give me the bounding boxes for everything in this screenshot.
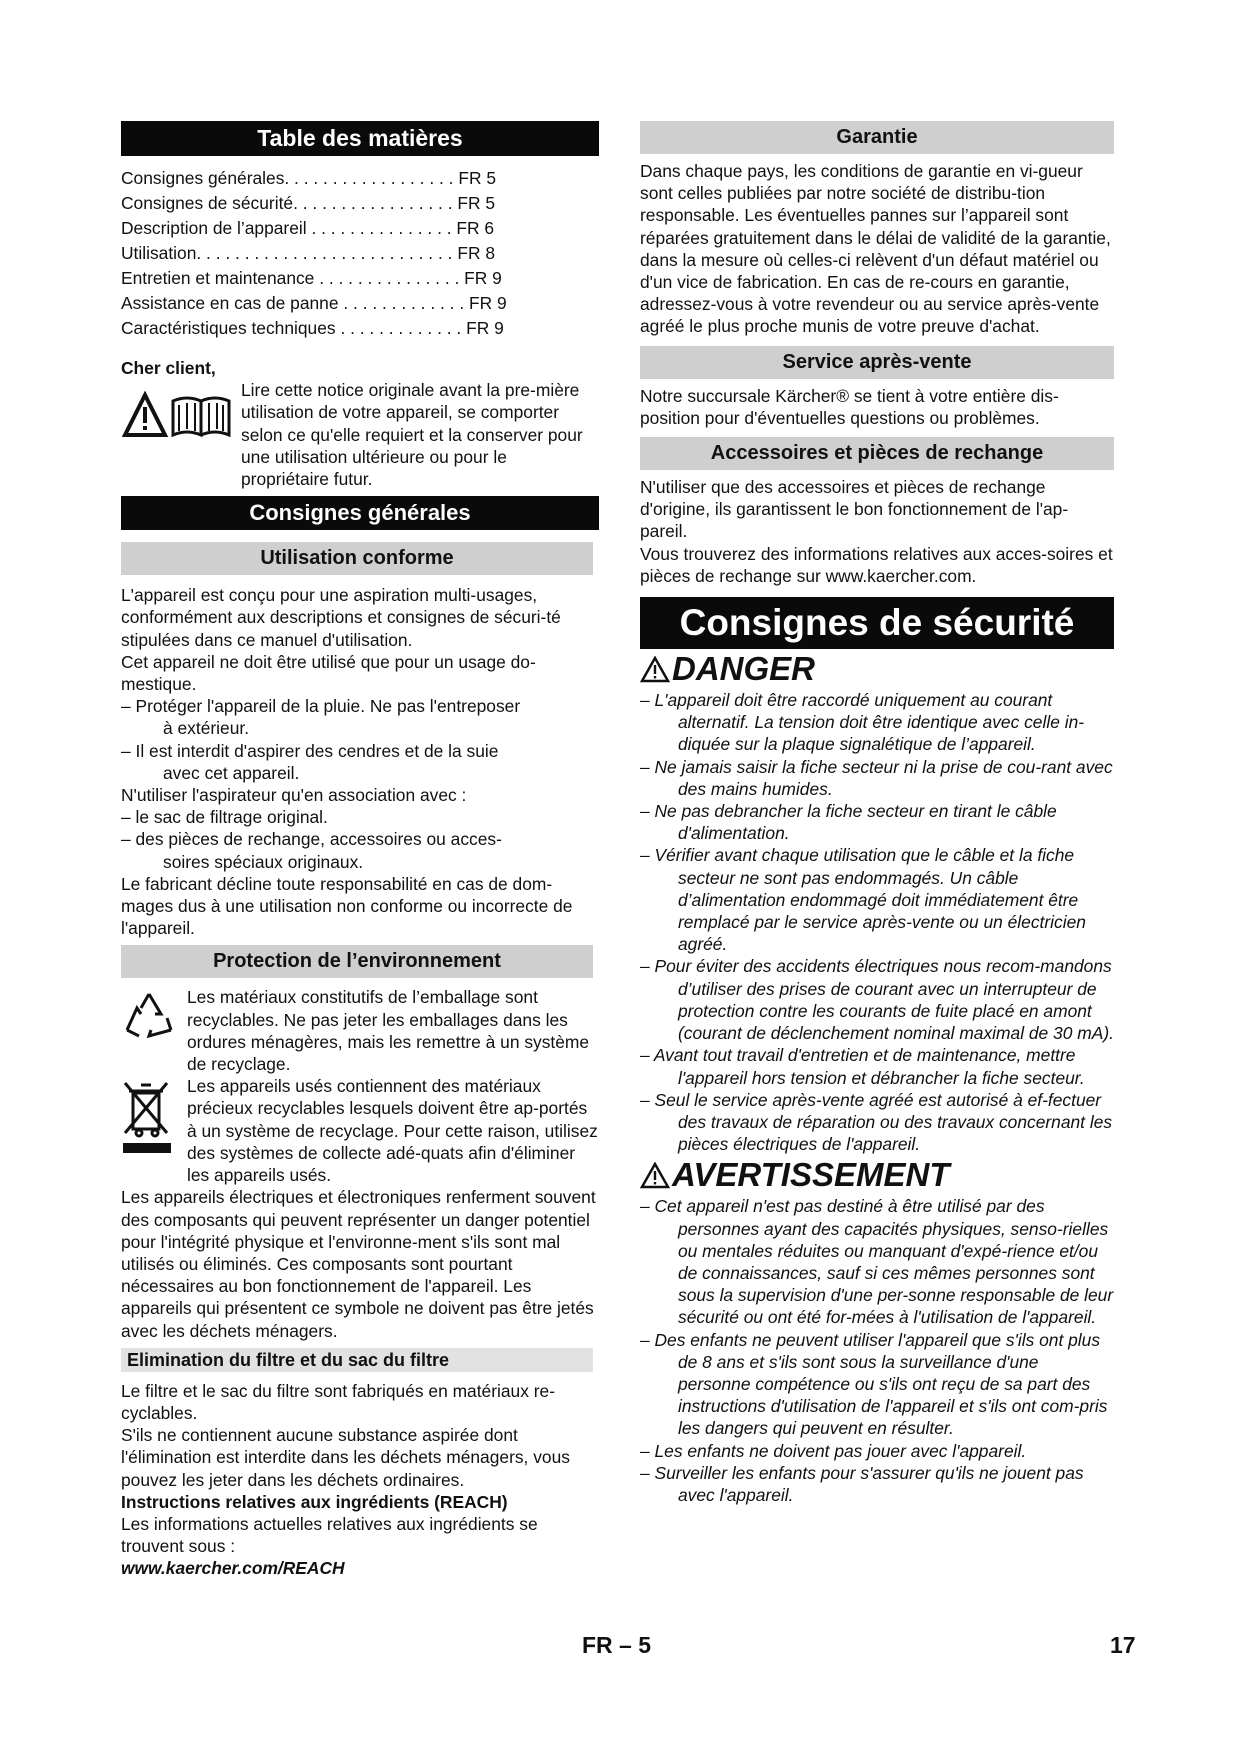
intro-heading: Cher client, [121, 358, 216, 378]
toc-item-page: FR 9 [469, 293, 507, 313]
left-column [121, 121, 599, 1580]
toc-item-page: FR 5 [457, 193, 496, 213]
toc-item[interactable] [121, 191, 599, 216]
recycle-icon [121, 986, 187, 1047]
toc-item[interactable] [121, 291, 599, 316]
env-text: Les appareils électriques et électroniques renferment souvent des composants qui peuvent représenter un danger potentiel pour l'intégrité physique et l'environne-ment s'ils sont mal utilisés ou éliminés. Ces composants sont pourtant nécessaires au bon fonctionnement de l'appareil. Les appareils qui présentent ce symbole ne doivent pas être jetés avec les déchets ménagers. [121, 1187, 596, 1341]
usage-line-1: L'appareil est conçu pour une aspiration multi-usages, conformément aux descriptions et consignes de sécuri-té stipulées dans ce manuel d'utilisation. [121, 585, 561, 650]
toc-item[interactable] [121, 216, 599, 241]
toc-item-dots: . . . . . . . . . . . . . [338, 293, 465, 313]
warning-triangle-icon [640, 656, 670, 683]
toc-item-dots: . . . . . . . . . . . . . . . . . . [284, 168, 454, 188]
toc-item-dots: . . . . . . . . . . . . . . . [314, 268, 460, 288]
usage-dash-3: – le sac de filtrage original. [121, 807, 328, 828]
warranty-text: Dans chaque pays, les conditions de garantie en vi-gueur sont celles publiées par notre société de distribu-tion responsable. Les éventuelles pannes sur l’appareil sont réparées gratuitement dans le délai de validité de la garantie, dans la mesure où celles-ci relèvent d'un défaut matériel ou d'un vice de fabrication. En cas de re-cours en garantie, adressez-vous à votre revendeur ou au service après-vente agréé le plus proche munis de votre preuve d'achat. [640, 161, 1111, 337]
toc-item-page: FR 9 [466, 318, 504, 338]
usage-dash-4: – des pièces de rechange, accessoires ou acces-soires spéciaux originaux. [121, 829, 502, 872]
service-text: Notre succursale Kärcher® se tient à votre entière dis-position pour d'éventuelles questions ou problèmes. [640, 385, 1059, 428]
toc-item-label: Consignes de sécurité [121, 193, 294, 213]
toc-item-page: FR 5 [458, 168, 497, 188]
usage-line-2: Cet appareil ne doit être utilisé que pour un usage do-mestique. [121, 651, 536, 695]
danger-item: – Ne pas debrancher la fiche secteur en tirant le câble d'alimentation. [640, 801, 1057, 844]
danger-item: – Ne jamais saisir la fiche secteur ni la prise de cou-rant avec des mains humides. [640, 756, 1113, 799]
toc-item-dots: . . . . . . . . . . . . . . . [306, 218, 452, 238]
warning-item: – Les enfants ne doivent pas jouer avec l'appareil. [640, 1440, 1027, 1461]
toc-item-dots: . . . . . . . . . . . . . [335, 318, 462, 338]
toc-item-label: Assistance en cas de panne [121, 293, 339, 313]
general-title: Consignes générales [121, 496, 599, 530]
toc-item-page: FR 6 [456, 218, 495, 238]
warning-book-icon [121, 379, 241, 444]
env-recycle-text: Les matériaux constitutifs de l’emballage sont recyclables. Ne pas jeter les emballages dans les ordures ménagères, mais les remettre à un système de recyclage. [187, 987, 590, 1075]
service-title: Service après-vente [640, 346, 1114, 379]
danger-item: – Avant tout travail d'entretien et de maintenance, mettre l'appareil hors tension et débrancher la fiche secteur. [640, 1045, 1085, 1088]
warning-item: – Des enfants ne peuvent utiliser l'appareil que s'ils ont plus de 8 ans et s'ils sont sous la surveillance d'une personne compétence ou s'ils ont reçu de sa part des instructions d'utilisation de l'appareil et s'ils ont com-pris les dangers qui peuvent en résulter. [640, 1329, 1108, 1439]
danger-item: – Pour éviter des accidents électriques nous recom-mandons d’utiliser des prises de courant avec un interrupteur de protection contre les courants de fuite placé en amont (courant de déclenchement nominal maximal de 30 mA). [640, 956, 1114, 1044]
toc-item[interactable] [121, 241, 599, 266]
env-weee-text: Les appareils usés contiennent des matériaux précieux recyclables lesquels doivent être ap-portés à un système de recyclage. Pour cette raison, utilisez des systèmes de collecte adé-quats afin d'éliminer les appareils usés. [187, 1076, 598, 1186]
safety-title: Consignes de sécurité [640, 597, 1114, 649]
footer-section-page: FR – 5 [582, 1632, 652, 1658]
reach-text: Les informations actuelles relatives aux ingrédients se trouvent sous : [121, 1513, 538, 1557]
usage-title: Utilisation conforme [121, 542, 593, 575]
warning-heading [640, 1155, 1114, 1195]
toc-item-dots: . . . . . . . . . . . . . . . . . [293, 193, 453, 213]
usage-line-3: N'utiliser l'aspirateur qu'en association avec : [121, 785, 467, 806]
warning-triangle-icon [640, 1162, 670, 1189]
toc-item-page: FR 8 [457, 243, 496, 263]
warning-list [640, 1195, 1114, 1506]
toc-item-label: Description de l’appareil [121, 218, 307, 238]
danger-list [640, 689, 1114, 1155]
footer-page-number: 17 [1110, 1632, 1136, 1658]
reach-url[interactable]: www.kaercher.com/REACH [121, 1558, 345, 1579]
toc-item-page: FR 9 [464, 268, 502, 288]
toc-list [121, 166, 599, 341]
toc-title: Table des matières [121, 121, 599, 156]
reach-title: Instructions relatives aux ingrédients (REACH) [121, 1491, 508, 1512]
toc-item-dots: . . . . . . . . . . . . . . . . . . . . . . . . . . . [196, 243, 453, 263]
filter-text-1: Le filtre et le sac du filtre sont fabriqués en matériaux re-cyclables. [121, 1380, 556, 1423]
usage-dash-2: – Il est interdit d'aspirer des cendres et de la suie avec cet appareil. [121, 740, 499, 783]
toc-item-label: Entretien et maintenance [121, 268, 315, 288]
warranty-title: Garantie [640, 121, 1114, 154]
filter-title: Elimination du filtre et du sac du filtre [121, 1348, 593, 1372]
usage-line-4: Le fabricant décline toute responsabilité en cas de dom-mages dus à une utilisation non conforme ou incorrecte de l'appareil. [121, 873, 573, 939]
danger-item: – Seul le service après-vente agréé est autorisé à ef-fectuer des travaux de réparation ou des travaux concernant les pièces électriques de l'appareil. [640, 1089, 1113, 1155]
warning-item: – Surveiller les enfants pour s'assurer qu'ils ne jouent pas avec l'appareil. [640, 1462, 1084, 1505]
filter-text-2: S'ils ne contiennent aucune substance aspirée dont l'élimination est interdite dans les déchets ménagers, vous pouvez les jeter dans les déchets ordinaires. [121, 1425, 570, 1490]
weee-bin-icon [121, 1075, 187, 1164]
accessories-text-1: N'utiliser que des accessoires et pièces de rechange d'origine, ils garantissent le bon fonctionnement de l'ap-pareil. [640, 477, 1069, 542]
danger-item: – Vérifier avant chaque utilisation que le câble et la fiche secteur ne sont pas endommagés. Un câble d’alimentation endommagé doit immédiatement être remplacé par le service après-vente ou un électricien agréé. [640, 845, 1086, 955]
danger-label: DANGER [672, 650, 816, 688]
toc-item[interactable] [121, 166, 599, 191]
danger-heading [640, 649, 1114, 689]
env-title: Protection de l’environnement [121, 945, 593, 978]
accessories-title: Accessoires et pièces de rechange [640, 437, 1114, 470]
intro-text: Lire cette notice originale avant la pre-mière utilisation de votre appareil, se comporter selon ce qu'elle requiert et la conserver pour une utilisation ultérieure ou pour le propriétaire futur. [241, 380, 583, 490]
toc-item-label: Caractéristiques techniques [121, 318, 336, 338]
toc-item-label: Utilisation [121, 243, 197, 263]
toc-item[interactable] [121, 266, 599, 291]
usage-dash-1: – Protéger l'appareil de la pluie. Ne pas l'entreposer à extérieur. [121, 696, 521, 739]
toc-item-label: Consignes générales [121, 168, 285, 188]
accessories-text-2: Vous trouverez des informations relatives aux acces-soires et pièces de rechange sur www.kaercher.com. [640, 543, 1113, 586]
warning-label: AVERTISSEMENT [672, 1156, 950, 1194]
danger-item: – L'appareil doit être raccordé uniquement au courant alternatif. La tension doit être identique avec celle in-diquée sur la plaque signalétique de l’appareil. [640, 690, 1085, 755]
right-column [640, 121, 1114, 1506]
toc-item[interactable] [121, 316, 599, 341]
warning-item: – Cet appareil n'est pas destiné à être utilisé par des personnes ayant des capacités physiques, senso-rielles ou mentales réduites ou manquant d'expé-rience et/ou de connaissances, sauf si ces mêmes personnes sont sous la supervision d'une per-sonne responsable de leur sécurité ou ont été for-mées à l'utilisation de l'appareil. [640, 1196, 1114, 1328]
